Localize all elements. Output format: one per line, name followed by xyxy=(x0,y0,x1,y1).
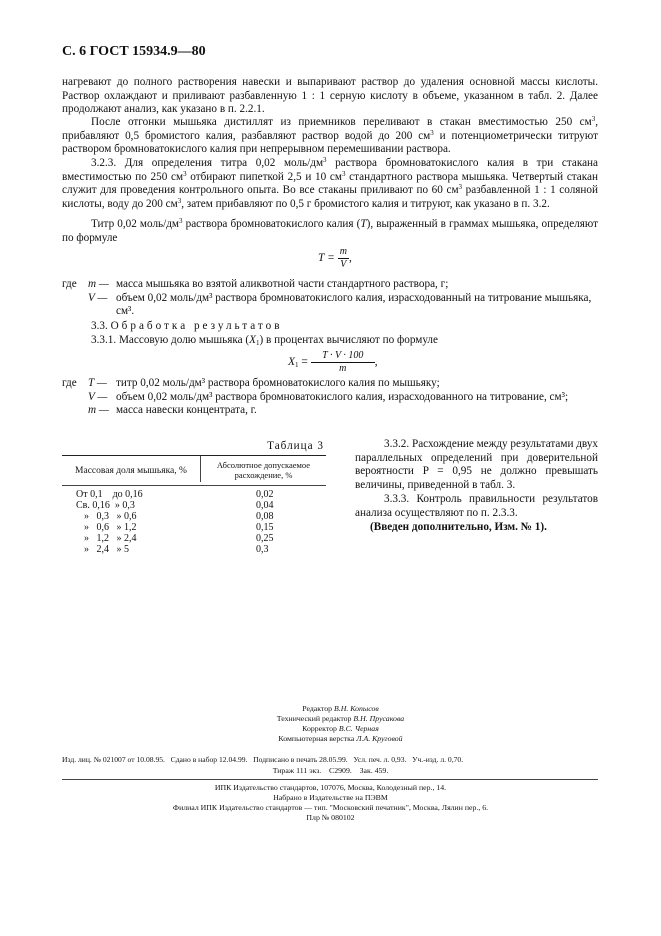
table-header-cell: Абсолютное допускаемое расхождение, % xyxy=(216,460,311,480)
table-row: » 0,6 » 1,2 0,15 xyxy=(84,522,274,533)
legend-titer: где m — масса мышьяка во взятой аликвотной части стандартного раствора, г; V — объем 0,02 моль/дм³ раствора бромноватокислого калия, израсходованный на титрование мышьяка, см³. xyxy=(62,278,592,318)
table-row: Св. 0,16 » 0,3 0,04 xyxy=(76,500,274,511)
imprint-publisher: ИПК Издательство стандартов, 107076, Москва, Колодезный пер., 14. Набрано в Издательстве на ПЭВМ Филиал ИПК Издательство стандартов — тип. "Московский печатник", Москва, Лялин пер., 6. Плр № 080102 xyxy=(172,783,489,822)
paragraph-titer: Титр 0,02 моль/$дм^3$ раствора бромноватокислого калия (T), выраженный в граммах мышьяка, определяют по формуле xyxy=(62,217,598,244)
table-row: От 0,1 до 0,16 0,02 xyxy=(76,489,274,500)
formula-titer: T = $\frac{m}{V}$ , xyxy=(318,246,352,270)
page-header: С. 6 ГОСТ 15934.9—80 xyxy=(62,44,206,59)
paragraph-3-2-3: 3.2.3. Для определения титра 0,02 моль/$дм^3$ раствора бромноватокислого калия в три стакана вместимостью по 250 $см^3$ отбирают пипеткой 2,5 и 10 $см^3$ стандартного раствора мышьяка. Четвертый стакан служит для проведения контрольного опыта. Во все стаканы приливают по 60 $см^3$ разбавленной 1 : 1 соляной кислоты, воду до 200 $см^3$, затем прибавляют по 0,5 г бромистого калия и титруют, как указано в п. 3.2. xyxy=(62,156,598,210)
section-3-3-title: 3.3. Обработка результатов xyxy=(91,320,283,332)
paragraph-3-3-2: 3.3.2. Расхождение между результатами двух параллельных определений при доверительной вероятности P = 0,95 не должно превышать величины, приведенной в табл. 3. xyxy=(355,438,599,491)
paragraph-3-3-3: 3.3.3. Контроль правильности результатов анализа осуществляют по п. 2.3.3. xyxy=(355,493,598,519)
imprint-publication-info: Изд. лиц. № 021007 от 10.08.95. Сдано в набор 12.04.99. Подписано в печать 28.05.99. Усл. печ. л. 0,93. Уч.-изд. л. 0,70. xyxy=(62,755,464,764)
paragraph-continuation: нагревают до полного растворения навески и выпаривают раствор до удаления основной массы кислоты. Раствор охлаждают и приливают разбавленную 1 : 1 серную кислоту в объеме, указанном в табл. 2. Далее продолжают анализ, как указано в п. 2.2.1. xyxy=(62,76,598,116)
table-caption: Таблица 3 xyxy=(267,440,324,452)
formula-fraction: $\frac{m}{V}$ xyxy=(339,246,347,270)
imprint-staff: Редактор В.Н. Копысов Технический редактор В.Н. Прусакова Корректор В.С. Черная Компьютерная верстка Л.А. Круговой xyxy=(276,704,405,743)
table-header-cell: Массовая доля мышьяка, % xyxy=(62,456,201,482)
table-row: » 0,3 » 0,6 0,08 xyxy=(84,511,274,522)
table-row: » 2,4 » 5 0,3 xyxy=(84,544,269,555)
formula-lhs: T = xyxy=(318,252,335,265)
formula-mass-fraction: $X_1$ = $\frac{T \cdot V \cdot 100}{m}$ , xyxy=(288,350,378,374)
paragraph-distillate: После отгонки мышьяка дистиллят из приемников переливают в стакан вместимостью 250 $см^3$, прибавляют 0,5 бромистого калия, разбавляют раствор водой до 200 $см^3$ и потенциометрически титруют раствором бромноватокислого калия при непрерывном перемешивании раствора. xyxy=(62,115,598,156)
imprint-divider xyxy=(62,779,598,780)
table-3 xyxy=(62,455,326,555)
paragraph-3-3-1: 3.3.1. Массовую долю мышьяка $(X_1)$ в процентах вычисляют по формуле xyxy=(91,334,438,347)
imprint-print-run: Тираж 111 экз. С2909. Зак. 459. xyxy=(272,766,389,775)
table-row: » 1,2 » 2,4 0,25 xyxy=(84,533,274,544)
legend-mass-fraction: где T — титр 0,02 моль/дм³ раствора бромноватокислого калия по мышьяку; V — объем 0,02 моль/дм³ раствора бромноватокислого калия, израсходованного на титрование, см³; m — масса навески концентрата, г. xyxy=(62,377,569,417)
formula-fraction: $\frac{T \cdot V \cdot 100}{m}$ xyxy=(311,350,375,375)
amendment-note: (Введен дополнительно, Изм. № 1). xyxy=(370,521,547,533)
